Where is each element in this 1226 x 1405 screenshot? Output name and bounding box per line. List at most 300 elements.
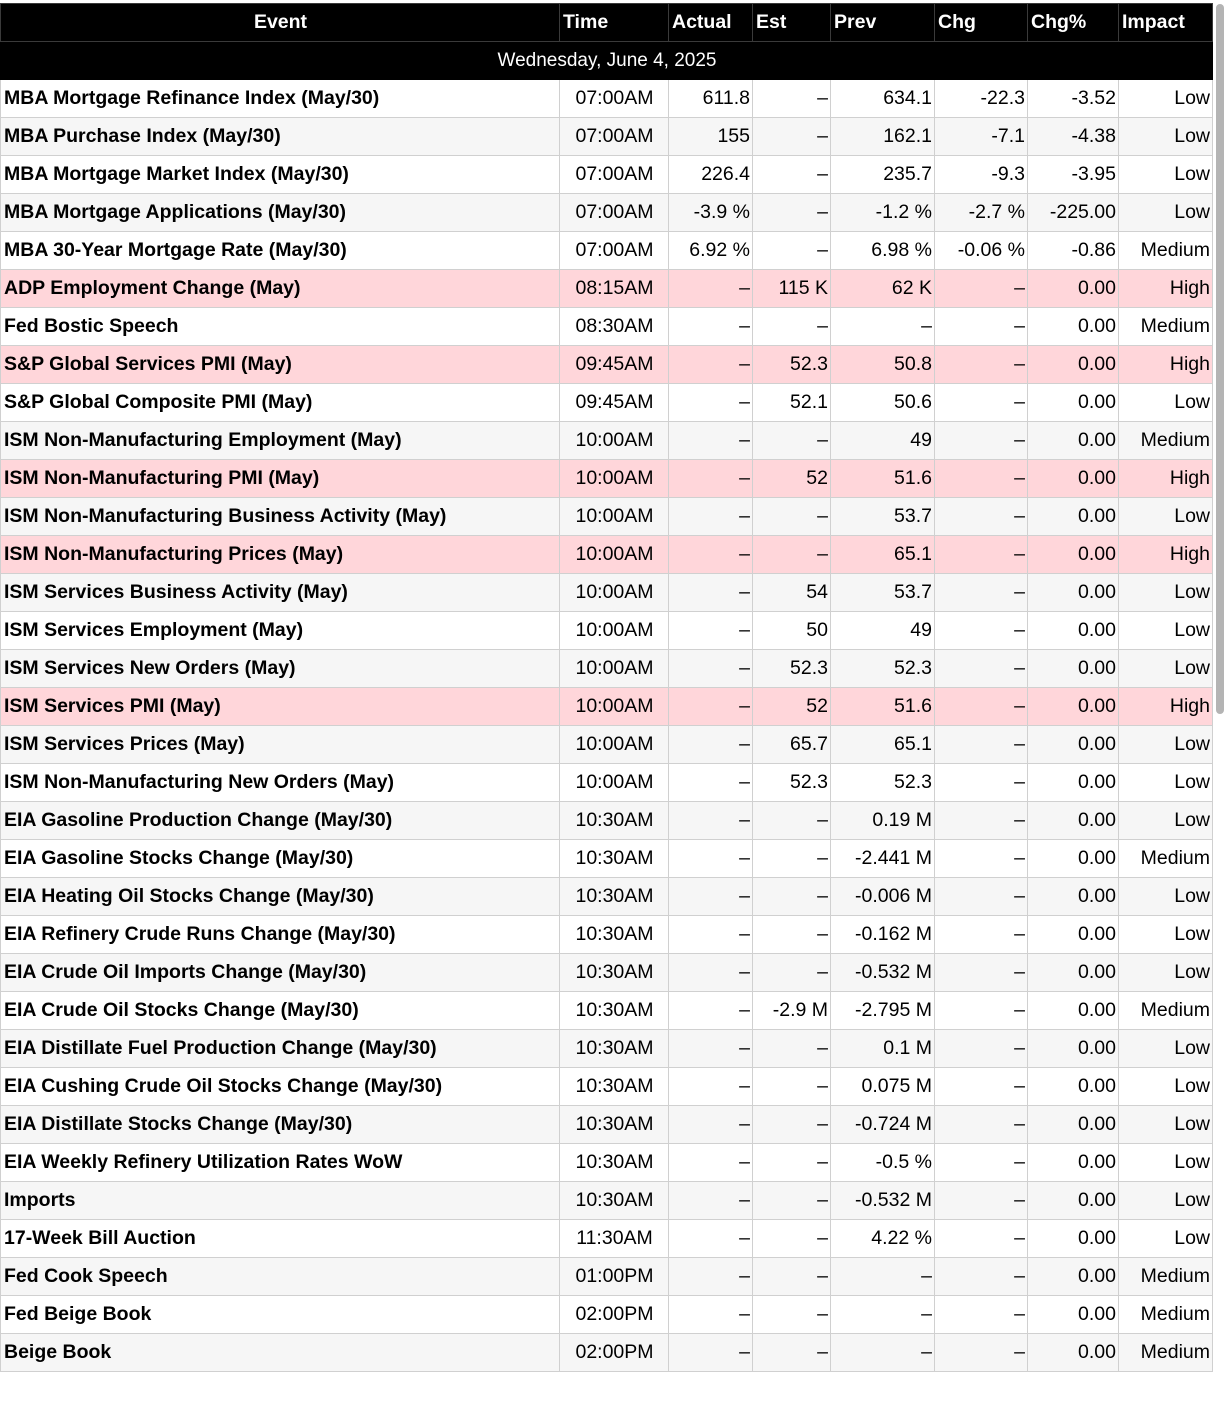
previous-value: 51.6	[831, 688, 935, 726]
event-name: EIA Crude Oil Imports Change (May/30)	[1, 954, 560, 992]
impact-level: High	[1119, 460, 1213, 498]
event-name: MBA Mortgage Refinance Index (May/30)	[1, 80, 560, 118]
change-value: –	[935, 916, 1028, 954]
event-name: EIA Cushing Crude Oil Stocks Change (May/30)	[1, 1068, 560, 1106]
event-name: ISM Non-Manufacturing Prices (May)	[1, 536, 560, 574]
actual-value: –	[669, 422, 753, 460]
table-row[interactable]	[1, 688, 1213, 726]
estimate-value: 65.7	[753, 726, 831, 764]
table-row[interactable]	[1, 536, 1213, 574]
change-value: –	[935, 840, 1028, 878]
event-name: ISM Services PMI (May)	[1, 688, 560, 726]
impact-level: Low	[1119, 612, 1213, 650]
column-header-chg[interactable]: Chg	[935, 4, 1028, 42]
actual-value: –	[669, 688, 753, 726]
impact-level: Low	[1119, 1068, 1213, 1106]
actual-value: –	[669, 878, 753, 916]
previous-value: 4.22 %	[831, 1220, 935, 1258]
estimate-value: –	[753, 498, 831, 536]
table-row[interactable]	[1, 118, 1213, 156]
event-time: 08:15AM	[560, 270, 669, 308]
previous-value: –	[831, 1334, 935, 1372]
change-percent-value: 0.00	[1028, 1106, 1119, 1144]
change-percent-value: 0.00	[1028, 498, 1119, 536]
impact-level: Low	[1119, 954, 1213, 992]
table-row[interactable]	[1, 384, 1213, 422]
table-header	[1, 4, 1213, 42]
change-percent-value: 0.00	[1028, 764, 1119, 802]
table-row[interactable]	[1, 422, 1213, 460]
change-value: –	[935, 1258, 1028, 1296]
previous-value: 49	[831, 612, 935, 650]
change-value: –	[935, 574, 1028, 612]
change-percent-value: 0.00	[1028, 688, 1119, 726]
actual-value: -3.9 %	[669, 194, 753, 232]
impact-level: Low	[1119, 650, 1213, 688]
change-value: –	[935, 1068, 1028, 1106]
date-label: Wednesday, June 4, 2025	[1, 42, 1213, 80]
actual-value: –	[669, 1258, 753, 1296]
change-percent-value: 0.00	[1028, 878, 1119, 916]
actual-value: –	[669, 612, 753, 650]
change-value: –	[935, 270, 1028, 308]
estimate-value: –	[753, 802, 831, 840]
previous-value: 52.3	[831, 764, 935, 802]
previous-value: -0.006 M	[831, 878, 935, 916]
previous-value: 0.19 M	[831, 802, 935, 840]
change-percent-value: 0.00	[1028, 802, 1119, 840]
change-value: –	[935, 688, 1028, 726]
previous-value: -2.795 M	[831, 992, 935, 1030]
table-row[interactable]	[1, 1068, 1213, 1106]
table-row[interactable]	[1, 308, 1213, 346]
impact-level: Low	[1119, 764, 1213, 802]
actual-value: –	[669, 536, 753, 574]
impact-level: Low	[1119, 498, 1213, 536]
actual-value: –	[669, 1144, 753, 1182]
previous-value: 0.075 M	[831, 1068, 935, 1106]
event-time: 08:30AM	[560, 308, 669, 346]
impact-level: Medium	[1119, 840, 1213, 878]
impact-level: Low	[1119, 156, 1213, 194]
actual-value: –	[669, 1220, 753, 1258]
impact-level: Medium	[1119, 1258, 1213, 1296]
event-time: 10:00AM	[560, 498, 669, 536]
table-row[interactable]	[1, 1296, 1213, 1334]
actual-value: –	[669, 498, 753, 536]
change-percent-value: 0.00	[1028, 916, 1119, 954]
event-name: ISM Non-Manufacturing PMI (May)	[1, 460, 560, 498]
change-percent-value: -3.52	[1028, 80, 1119, 118]
previous-value: -2.441 M	[831, 840, 935, 878]
change-value: –	[935, 1030, 1028, 1068]
impact-level: Low	[1119, 80, 1213, 118]
change-percent-value: 0.00	[1028, 1220, 1119, 1258]
table-row[interactable]	[1, 878, 1213, 916]
actual-value: 155	[669, 118, 753, 156]
change-percent-value: 0.00	[1028, 1182, 1119, 1220]
estimate-value: 52.3	[753, 346, 831, 384]
table-row[interactable]	[1, 802, 1213, 840]
estimate-value: –	[753, 878, 831, 916]
event-time: 11:30AM	[560, 1220, 669, 1258]
change-percent-value: 0.00	[1028, 1334, 1119, 1372]
change-value: -7.1	[935, 118, 1028, 156]
previous-value: -0.724 M	[831, 1106, 935, 1144]
event-time: 07:00AM	[560, 80, 669, 118]
impact-level: Medium	[1119, 992, 1213, 1030]
actual-value: –	[669, 384, 753, 422]
event-time: 10:30AM	[560, 1106, 669, 1144]
event-name: EIA Gasoline Stocks Change (May/30)	[1, 840, 560, 878]
previous-value: 634.1	[831, 80, 935, 118]
event-name: MBA Mortgage Market Index (May/30)	[1, 156, 560, 194]
previous-value: 52.3	[831, 650, 935, 688]
previous-value: -1.2 %	[831, 194, 935, 232]
estimate-value: –	[753, 1106, 831, 1144]
change-value: –	[935, 954, 1028, 992]
change-value: –	[935, 346, 1028, 384]
impact-level: Low	[1119, 384, 1213, 422]
event-name: S&P Global Services PMI (May)	[1, 346, 560, 384]
change-percent-value: -225.00	[1028, 194, 1119, 232]
estimate-value: –	[753, 80, 831, 118]
event-name: Beige Book	[1, 1334, 560, 1372]
estimate-value: 52	[753, 460, 831, 498]
event-time: 09:45AM	[560, 384, 669, 422]
actual-value: –	[669, 840, 753, 878]
change-value: –	[935, 612, 1028, 650]
change-percent-value: 0.00	[1028, 650, 1119, 688]
change-value: –	[935, 460, 1028, 498]
estimate-value: –	[753, 1144, 831, 1182]
change-value: –	[935, 1106, 1028, 1144]
impact-level: Low	[1119, 1030, 1213, 1068]
table-row[interactable]	[1, 1106, 1213, 1144]
estimate-value: 52.3	[753, 764, 831, 802]
impact-level: Low	[1119, 574, 1213, 612]
column-header-event[interactable]: Event	[1, 4, 560, 42]
column-header-chg-pct[interactable]: Chg%	[1028, 4, 1119, 42]
estimate-value: –	[753, 308, 831, 346]
change-value: -9.3	[935, 156, 1028, 194]
event-name: MBA 30-Year Mortgage Rate (May/30)	[1, 232, 560, 270]
event-time: 10:30AM	[560, 992, 669, 1030]
previous-value: –	[831, 1296, 935, 1334]
event-time: 10:30AM	[560, 916, 669, 954]
previous-value: -0.532 M	[831, 1182, 935, 1220]
change-value: –	[935, 384, 1028, 422]
column-header-time[interactable]: Time	[560, 4, 669, 42]
event-time: 10:30AM	[560, 802, 669, 840]
impact-level: Medium	[1119, 232, 1213, 270]
table-row[interactable]	[1, 270, 1213, 308]
event-name: ISM Non-Manufacturing Business Activity (May)	[1, 498, 560, 536]
previous-value: 162.1	[831, 118, 935, 156]
event-name: Fed Cook Speech	[1, 1258, 560, 1296]
change-value: –	[935, 536, 1028, 574]
change-percent-value: 0.00	[1028, 1068, 1119, 1106]
actual-value: –	[669, 916, 753, 954]
event-name: ISM Non-Manufacturing New Orders (May)	[1, 764, 560, 802]
estimate-value: –	[753, 1182, 831, 1220]
estimate-value: –	[753, 1296, 831, 1334]
previous-value: 6.98 %	[831, 232, 935, 270]
change-percent-value: 0.00	[1028, 992, 1119, 1030]
actual-value: 226.4	[669, 156, 753, 194]
event-name: ISM Services Prices (May)	[1, 726, 560, 764]
change-value: –	[935, 1296, 1028, 1334]
change-value: –	[935, 650, 1028, 688]
previous-value: 50.6	[831, 384, 935, 422]
table-row[interactable]	[1, 650, 1213, 688]
impact-level: High	[1119, 346, 1213, 384]
actual-value: –	[669, 1296, 753, 1334]
change-value: -22.3	[935, 80, 1028, 118]
impact-level: Low	[1119, 1106, 1213, 1144]
table-row[interactable]	[1, 156, 1213, 194]
actual-value: 611.8	[669, 80, 753, 118]
previous-value: 49	[831, 422, 935, 460]
event-name: ISM Services Employment (May)	[1, 612, 560, 650]
actual-value: –	[669, 992, 753, 1030]
change-value: –	[935, 802, 1028, 840]
change-percent-value: 0.00	[1028, 346, 1119, 384]
header-row	[1, 4, 1213, 42]
estimate-value: 52	[753, 688, 831, 726]
table-row[interactable]	[1, 992, 1213, 1030]
table-row[interactable]	[1, 1334, 1213, 1372]
event-time: 10:30AM	[560, 878, 669, 916]
event-time: 07:00AM	[560, 232, 669, 270]
date-group-row	[1, 42, 1213, 80]
actual-value: –	[669, 574, 753, 612]
impact-level: Medium	[1119, 308, 1213, 346]
event-name: ISM Non-Manufacturing Employment (May)	[1, 422, 560, 460]
table-row[interactable]	[1, 1220, 1213, 1258]
actual-value: –	[669, 346, 753, 384]
table-row[interactable]	[1, 80, 1213, 118]
impact-level: Low	[1119, 118, 1213, 156]
event-time: 07:00AM	[560, 156, 669, 194]
change-percent-value: 0.00	[1028, 308, 1119, 346]
table-row[interactable]	[1, 764, 1213, 802]
table-row[interactable]	[1, 1258, 1213, 1296]
change-value: –	[935, 992, 1028, 1030]
change-percent-value: 0.00	[1028, 536, 1119, 574]
change-value: –	[935, 498, 1028, 536]
event-time: 07:00AM	[560, 194, 669, 232]
event-name: Imports	[1, 1182, 560, 1220]
change-percent-value: 0.00	[1028, 270, 1119, 308]
actual-value: –	[669, 764, 753, 802]
table-row[interactable]	[1, 346, 1213, 384]
actual-value: –	[669, 802, 753, 840]
event-time: 10:00AM	[560, 536, 669, 574]
event-time: 10:00AM	[560, 688, 669, 726]
estimate-value: 115 K	[753, 270, 831, 308]
table-row[interactable]	[1, 1030, 1213, 1068]
event-name: EIA Heating Oil Stocks Change (May/30)	[1, 878, 560, 916]
previous-value: 50.8	[831, 346, 935, 384]
event-name: ISM Services Business Activity (May)	[1, 574, 560, 612]
event-time: 10:00AM	[560, 574, 669, 612]
previous-value: 51.6	[831, 460, 935, 498]
event-time: 10:00AM	[560, 726, 669, 764]
event-time: 10:00AM	[560, 460, 669, 498]
change-value: -2.7 %	[935, 194, 1028, 232]
impact-level: High	[1119, 688, 1213, 726]
estimate-value: 54	[753, 574, 831, 612]
actual-value: –	[669, 954, 753, 992]
impact-level: Medium	[1119, 422, 1213, 460]
previous-value: 0.1 M	[831, 1030, 935, 1068]
event-name: EIA Weekly Refinery Utilization Rates WoW	[1, 1144, 560, 1182]
table-row[interactable]	[1, 954, 1213, 992]
actual-value: 6.92 %	[669, 232, 753, 270]
change-percent-value: -3.95	[1028, 156, 1119, 194]
previous-value: 65.1	[831, 726, 935, 764]
event-name: ISM Services New Orders (May)	[1, 650, 560, 688]
estimate-value: –	[753, 954, 831, 992]
change-value: –	[935, 308, 1028, 346]
estimate-value: 52.1	[753, 384, 831, 422]
event-name: S&P Global Composite PMI (May)	[1, 384, 560, 422]
estimate-value: –	[753, 156, 831, 194]
change-percent-value: 0.00	[1028, 612, 1119, 650]
table-row[interactable]	[1, 460, 1213, 498]
estimate-value: –	[753, 422, 831, 460]
event-name: EIA Distillate Stocks Change (May/30)	[1, 1106, 560, 1144]
table-row[interactable]	[1, 612, 1213, 650]
impact-level: Low	[1119, 194, 1213, 232]
previous-value: 53.7	[831, 498, 935, 536]
column-header-actual[interactable]: Actual	[669, 4, 753, 42]
change-percent-value: 0.00	[1028, 574, 1119, 612]
impact-level: Low	[1119, 802, 1213, 840]
event-name: Fed Beige Book	[1, 1296, 560, 1334]
vertical-scrollbar[interactable]	[1214, 0, 1226, 1405]
change-value: –	[935, 1182, 1028, 1220]
change-value: -0.06 %	[935, 232, 1028, 270]
impact-level: High	[1119, 536, 1213, 574]
change-percent-value: 0.00	[1028, 422, 1119, 460]
event-time: 10:30AM	[560, 840, 669, 878]
event-name: EIA Crude Oil Stocks Change (May/30)	[1, 992, 560, 1030]
event-name: EIA Distillate Fuel Production Change (May/30)	[1, 1030, 560, 1068]
impact-level: Low	[1119, 878, 1213, 916]
actual-value: –	[669, 1334, 753, 1372]
previous-value: -0.5 %	[831, 1144, 935, 1182]
previous-value: 235.7	[831, 156, 935, 194]
event-time: 10:00AM	[560, 612, 669, 650]
actual-value: –	[669, 270, 753, 308]
impact-level: Low	[1119, 1144, 1213, 1182]
event-time: 01:00PM	[560, 1258, 669, 1296]
impact-level: Medium	[1119, 1296, 1213, 1334]
event-time: 10:30AM	[560, 954, 669, 992]
event-time: 07:00AM	[560, 118, 669, 156]
change-percent-value: 0.00	[1028, 1296, 1119, 1334]
estimate-value: 52.3	[753, 650, 831, 688]
event-time: 10:30AM	[560, 1030, 669, 1068]
estimate-value: –	[753, 916, 831, 954]
scrollbar-thumb[interactable]	[1216, 4, 1224, 714]
event-time: 02:00PM	[560, 1296, 669, 1334]
actual-value: –	[669, 1030, 753, 1068]
change-percent-value: 0.00	[1028, 1144, 1119, 1182]
estimate-value: 50	[753, 612, 831, 650]
impact-level: Low	[1119, 916, 1213, 954]
event-time: 10:30AM	[560, 1182, 669, 1220]
event-time: 10:00AM	[560, 764, 669, 802]
event-time: 10:30AM	[560, 1068, 669, 1106]
event-name: MBA Purchase Index (May/30)	[1, 118, 560, 156]
economic-calendar-table	[0, 3, 1213, 1372]
impact-level: High	[1119, 270, 1213, 308]
impact-level: Low	[1119, 726, 1213, 764]
previous-value: –	[831, 308, 935, 346]
event-name: MBA Mortgage Applications (May/30)	[1, 194, 560, 232]
table-row[interactable]	[1, 726, 1213, 764]
table-row[interactable]	[1, 574, 1213, 612]
table-row[interactable]	[1, 916, 1213, 954]
change-value: –	[935, 1144, 1028, 1182]
estimate-value: –	[753, 536, 831, 574]
change-value: –	[935, 878, 1028, 916]
previous-value: 62 K	[831, 270, 935, 308]
change-value: –	[935, 1220, 1028, 1258]
change-value: –	[935, 764, 1028, 802]
event-name: EIA Gasoline Production Change (May/30)	[1, 802, 560, 840]
change-percent-value: 0.00	[1028, 954, 1119, 992]
column-header-prev[interactable]: Prev	[831, 4, 935, 42]
table-row[interactable]	[1, 840, 1213, 878]
actual-value: –	[669, 650, 753, 688]
event-name: Fed Bostic Speech	[1, 308, 560, 346]
event-time: 10:30AM	[560, 1144, 669, 1182]
estimate-value: –	[753, 1030, 831, 1068]
actual-value: –	[669, 308, 753, 346]
change-percent-value: -0.86	[1028, 232, 1119, 270]
impact-level: Medium	[1119, 1334, 1213, 1372]
actual-value: –	[669, 726, 753, 764]
table-row[interactable]	[1, 232, 1213, 270]
previous-value: 65.1	[831, 536, 935, 574]
actual-value: –	[669, 1106, 753, 1144]
estimate-value: –	[753, 232, 831, 270]
event-time: 10:00AM	[560, 422, 669, 460]
estimate-value: –	[753, 118, 831, 156]
change-percent-value: -4.38	[1028, 118, 1119, 156]
change-percent-value: 0.00	[1028, 460, 1119, 498]
column-header-est[interactable]: Est	[753, 4, 831, 42]
table-row[interactable]	[1, 1144, 1213, 1182]
change-percent-value: 0.00	[1028, 1030, 1119, 1068]
estimate-value: –	[753, 1068, 831, 1106]
table-row[interactable]	[1, 498, 1213, 536]
previous-value: -0.532 M	[831, 954, 935, 992]
change-percent-value: 0.00	[1028, 1258, 1119, 1296]
column-header-impact[interactable]: Impact	[1119, 4, 1213, 42]
event-name: ADP Employment Change (May)	[1, 270, 560, 308]
actual-value: –	[669, 460, 753, 498]
estimate-value: –	[753, 1334, 831, 1372]
estimate-value: –	[753, 194, 831, 232]
change-value: –	[935, 1334, 1028, 1372]
table-row[interactable]	[1, 1182, 1213, 1220]
table-row[interactable]	[1, 194, 1213, 232]
